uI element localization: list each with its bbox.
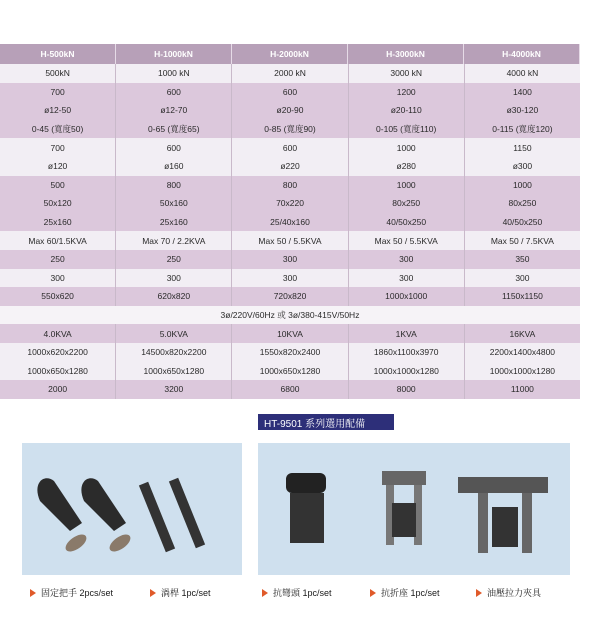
- table-cell: 300: [349, 269, 465, 288]
- table-cell: Max 50 / 5.5KVA: [349, 231, 465, 250]
- table-cell: 14500x820x2200: [116, 343, 232, 362]
- table-cell: 6800: [232, 380, 348, 399]
- arrow-icon: [370, 589, 376, 597]
- table-cell: 3200: [116, 380, 232, 399]
- table-row: [0, 101, 580, 120]
- table-row: [0, 120, 580, 139]
- hydraulic-tensile-clamp-icon: [458, 477, 548, 493]
- table-row: [0, 157, 580, 176]
- table-cell: 500: [0, 176, 116, 195]
- table-row: [0, 138, 580, 157]
- table-cell: 3000 kN: [349, 64, 465, 83]
- table-cell: 1000 kN: [116, 64, 232, 83]
- table-cell: 600: [232, 138, 348, 157]
- table-cell: 2000: [0, 380, 116, 399]
- table-cell: 600: [232, 83, 348, 102]
- table-cell: 40/50x250: [349, 213, 465, 232]
- arrow-icon: [262, 589, 268, 597]
- worm-rod-icon: [169, 478, 205, 549]
- table-row: [0, 231, 580, 250]
- table-cell: 11000: [510, 384, 534, 395]
- table-row: [0, 176, 580, 195]
- table-cell: Max 70 / 2.2KVA: [116, 231, 232, 250]
- table-cell: 4000 kN: [506, 68, 539, 79]
- table-cell: 4.0KVA: [0, 324, 116, 343]
- bending-head-icon: [286, 473, 326, 493]
- spec-table: [0, 44, 580, 399]
- table-cell: 1000: [349, 138, 465, 157]
- table-row: [0, 362, 580, 381]
- table-cell: 1000: [512, 179, 532, 190]
- table-cell: 600: [116, 138, 232, 157]
- table-cell: 10KVA: [232, 324, 348, 343]
- caption-bending-head: 抗彎頭 1pc/set: [262, 586, 332, 599]
- table-row: [0, 343, 580, 362]
- table-cell: 40/50x250: [502, 217, 543, 228]
- table-cell: ø12-50: [0, 101, 116, 120]
- handle-icon: [81, 478, 126, 531]
- table-cell: 70x220: [232, 194, 348, 213]
- table-cell: 1000: [349, 176, 465, 195]
- column-header: H-1000kN: [116, 44, 232, 64]
- fixtures-illustration: [258, 443, 570, 575]
- table-cell: 5.0KVA: [116, 324, 232, 343]
- table-row: [0, 287, 580, 306]
- table-row: [0, 324, 580, 343]
- table-cell: 350: [515, 254, 530, 265]
- table-cell: 1000x620x2200: [0, 343, 116, 362]
- table-cell: ø300: [512, 161, 533, 172]
- table-cell: 2200x1400x4800: [489, 347, 556, 358]
- table-cell: 800: [232, 176, 348, 195]
- table-cell: 600: [116, 83, 232, 102]
- table-row: [0, 380, 580, 399]
- table-cell: 1860x1100x3970: [349, 343, 465, 362]
- table-cell: 250: [116, 250, 232, 269]
- table-cell: 300: [515, 272, 530, 283]
- caption-fixed-handle: 固定把手 2pcs/set: [30, 586, 113, 599]
- table-cell: 50x160: [116, 194, 232, 213]
- column-header: H-4000kN: [464, 44, 580, 64]
- table-cell: 700: [0, 138, 116, 157]
- table-cell: 1200: [349, 83, 465, 102]
- table-cell: ø20-110: [349, 101, 465, 120]
- table-cell: 8000: [349, 380, 465, 399]
- table-cell: 2000 kN: [232, 64, 348, 83]
- table-row: [0, 269, 580, 288]
- table-cell: 0-65 (寬度65): [116, 120, 232, 139]
- table-cell: 550x620: [0, 287, 116, 306]
- table-row: [0, 250, 580, 269]
- table-cell: 720x820: [232, 287, 348, 306]
- accessory-panel-left: [22, 443, 242, 575]
- table-cell: 300: [232, 250, 348, 269]
- table-cell: 300: [232, 269, 348, 288]
- table-cell: 25x160: [116, 213, 232, 232]
- accessory-title: HT-9501 系列選用配備: [258, 414, 394, 430]
- table-cell: 0-105 (寬度110): [349, 120, 465, 139]
- table-cell: 50x120: [0, 194, 116, 213]
- arrow-icon: [150, 589, 156, 597]
- table-cell: 620x820: [116, 287, 232, 306]
- table-cell: 25/40x160: [232, 213, 348, 232]
- table-cell: 1150: [513, 142, 532, 153]
- handles-and-lever-illustration: [22, 443, 242, 575]
- table-header-row: [0, 44, 580, 64]
- table-cell: Max 60/1.5KVA: [0, 231, 116, 250]
- worm-rod-icon: [139, 482, 175, 553]
- table-cell: 25x160: [0, 213, 116, 232]
- table-cell: 1000x650x1280: [0, 362, 116, 381]
- handle-icon: [37, 478, 82, 531]
- table-row: [0, 213, 580, 232]
- column-header: H-3000kN: [348, 44, 464, 64]
- table-cell: 500kN: [0, 64, 116, 83]
- table-cell: 1550x820x2400: [232, 343, 348, 362]
- table-cell: 1000x1000: [349, 287, 465, 306]
- table-cell: 1000x650x1280: [116, 362, 232, 381]
- table-cell: 1400: [512, 86, 532, 97]
- accessory-panel-right: [258, 443, 570, 575]
- table-cell: ø280: [349, 157, 465, 176]
- table-row: [0, 83, 580, 102]
- caption-bending-base: 抗折座 1pc/set: [370, 586, 440, 599]
- table-cell: 0-45 (寬度50): [0, 120, 116, 139]
- table-row: [0, 194, 580, 213]
- table-cell: 300: [116, 269, 232, 288]
- table-cell: ø160: [116, 157, 232, 176]
- table-cell: 300: [349, 250, 465, 269]
- table-cell: ø120: [0, 157, 116, 176]
- caption-worm-rod: 渦桿 1pc/set: [150, 586, 211, 599]
- power-supply-row: [0, 306, 580, 325]
- table-cell: 0-115 (寬度120): [492, 124, 553, 135]
- table-cell: 1000x1000x1280: [349, 362, 465, 381]
- table-cell: 16KVA: [509, 328, 536, 339]
- caption-hydraulic-clamp: 油壓拉力夾具: [476, 586, 541, 599]
- table-cell: 1000x650x1280: [232, 362, 348, 381]
- table-cell: ø12-70: [116, 101, 232, 120]
- table-cell: 800: [116, 176, 232, 195]
- column-header: H-2000kN: [232, 44, 348, 64]
- table-cell: 0-85 (寬度90): [232, 120, 348, 139]
- table-cell: 700: [0, 83, 116, 102]
- arrow-icon: [476, 589, 482, 597]
- bending-base-icon: [382, 471, 426, 485]
- arrow-icon: [30, 589, 36, 597]
- power-supply-text: 3ø/220V/60Hz 或 3ø/380-415V/50Hz: [220, 310, 360, 321]
- table-cell: 1150x1150: [502, 291, 543, 302]
- table-row: [0, 64, 580, 83]
- table-cell: 300: [0, 269, 116, 288]
- table-cell: Max 50 / 5.5KVA: [232, 231, 348, 250]
- table-cell: ø220: [232, 157, 348, 176]
- table-cell: 80x250: [349, 194, 465, 213]
- column-header: H-500kN: [0, 44, 116, 64]
- table-cell: Max 50 / 7.5KVA: [490, 235, 554, 246]
- table-cell: ø30-120: [506, 105, 539, 116]
- table-cell: 80x250: [508, 198, 537, 209]
- table-cell: ø20-90: [232, 101, 348, 120]
- table-cell: 1000x1000x1280: [489, 365, 556, 376]
- table-cell: 250: [0, 250, 116, 269]
- table-cell: 1KVA: [349, 324, 465, 343]
